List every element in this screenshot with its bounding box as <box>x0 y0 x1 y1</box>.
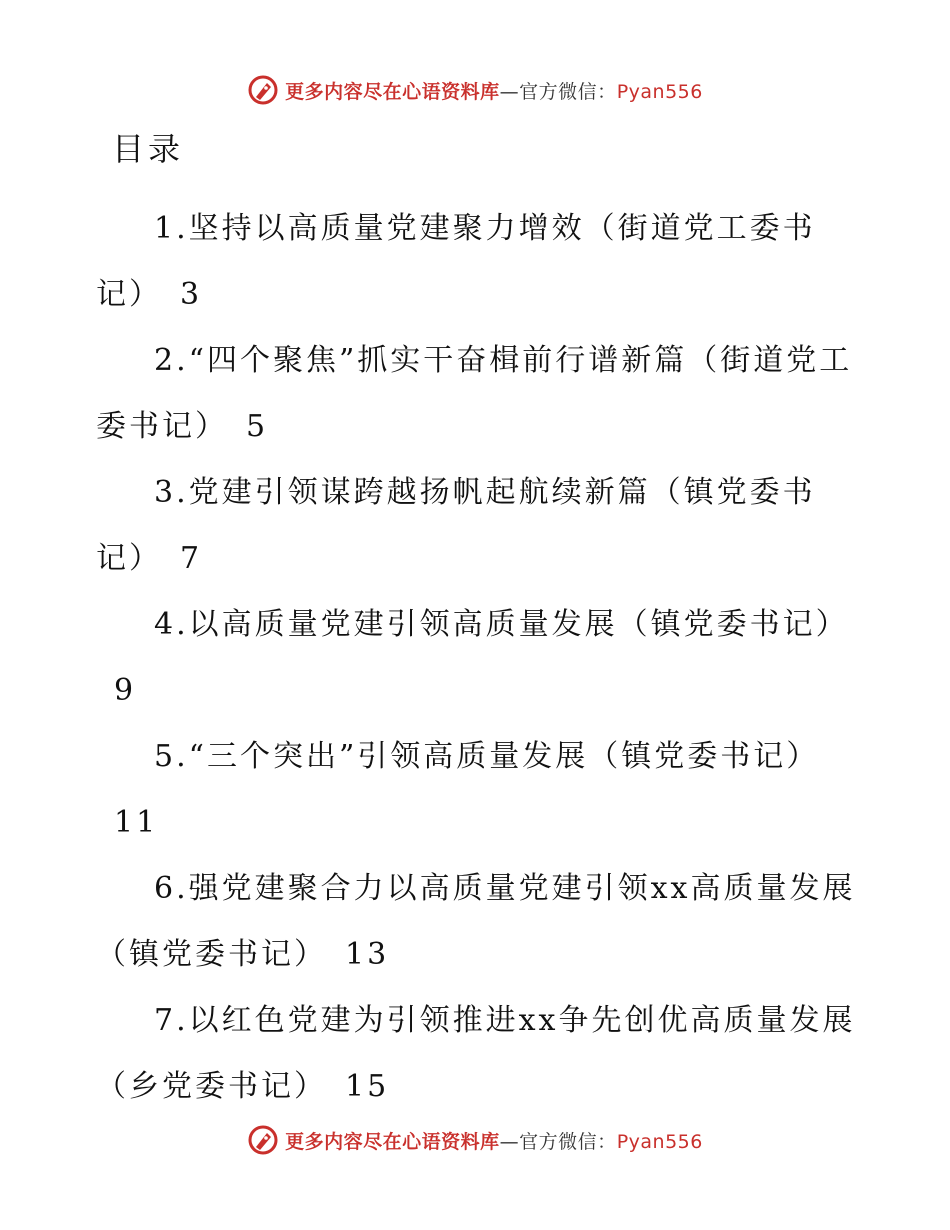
toc-title: 目录 <box>112 130 185 168</box>
toc-item-page: 7 <box>180 541 203 576</box>
toc-item-label: 3.党建引领谋跨越扬帆起航续新篇（镇党委书记） <box>96 475 816 576</box>
toc-item-page: 13 <box>345 937 390 972</box>
watermark-main: 更多内容尽在心语资料库 <box>285 80 500 103</box>
toc-item-page: 3 <box>180 277 203 312</box>
toc-item-label: 4.以高质量党建引领高质量发展（镇党委书记） <box>154 607 849 642</box>
toc-item-4[interactable] <box>96 592 856 724</box>
toc-item-label: 5.“三个突出”引领高质量发展（镇党委书记） <box>154 739 820 774</box>
toc-item-2[interactable] <box>96 328 856 460</box>
table-of-contents <box>96 196 856 1120</box>
toc-item-label: 1.坚持以高质量党建聚力增效（街道党工委书记） <box>96 211 816 312</box>
toc-item-7[interactable] <box>96 988 856 1120</box>
toc-item-label: 6.强党建聚合力以高质量党建引领xx高质量发展（镇党委书记） <box>96 871 856 972</box>
watermark-dash: — <box>499 80 520 103</box>
toc-item-page: 9 <box>114 673 137 708</box>
watermark-main: 更多内容尽在心语资料库 <box>285 1130 500 1153</box>
toc-item-label: 2.“四个聚焦”抓实干奋楫前行谱新篇（街道党工委书记） <box>96 343 853 444</box>
watermark-dash: — <box>499 1130 520 1153</box>
watermark-header <box>0 70 950 110</box>
toc-item-6[interactable] <box>96 856 856 988</box>
toc-item-page: 5 <box>246 409 269 444</box>
watermark-wechat-label: 官方微信： <box>519 1130 617 1153</box>
watermark-footer <box>0 1120 950 1160</box>
pen-nib-logo-icon <box>247 74 279 106</box>
toc-item-3[interactable] <box>96 460 856 592</box>
toc-item-page: 15 <box>345 1069 390 1104</box>
watermark-wechat-label: 官方微信： <box>519 80 617 103</box>
toc-item-label: 7.以红色党建为引领推进xx争先创优高质量发展（乡党委书记） <box>96 1003 856 1104</box>
watermark-text <box>285 77 703 104</box>
watermark-wechat-id: Pyan556 <box>616 80 703 103</box>
toc-item-1[interactable] <box>96 196 856 328</box>
toc-item-page: 11 <box>114 805 159 840</box>
watermark-text <box>285 1127 703 1154</box>
toc-item-5[interactable] <box>96 724 856 856</box>
pen-nib-logo-icon <box>247 1124 279 1156</box>
watermark-wechat-id: Pyan556 <box>616 1130 703 1153</box>
